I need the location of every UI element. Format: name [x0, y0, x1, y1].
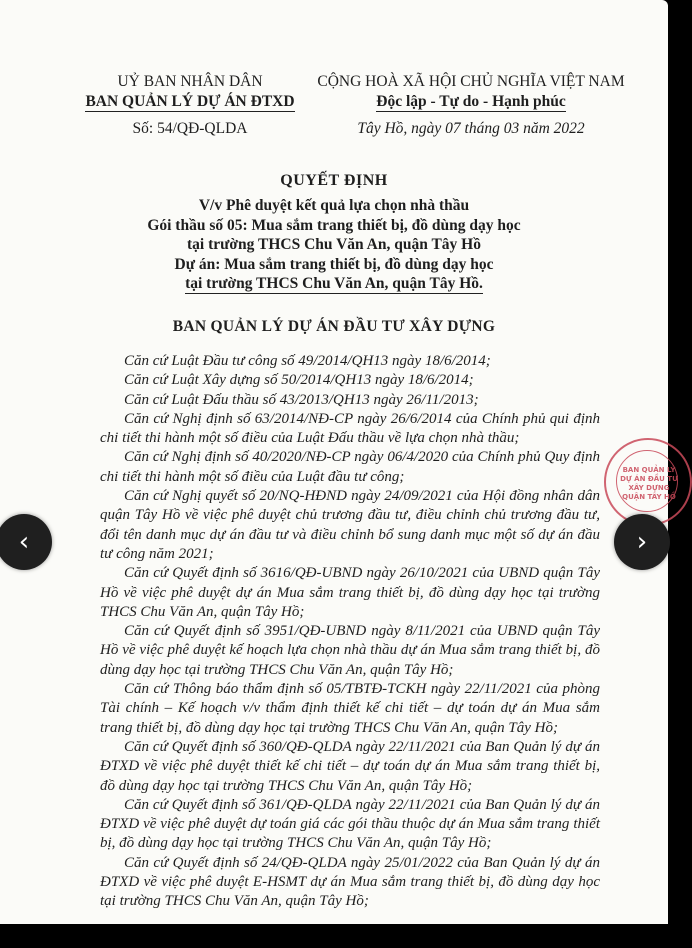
- agency-name: BAN QUẢN LÝ DỰ ÁN ĐTXD: [85, 93, 295, 110]
- national-header-block: [306, 72, 636, 139]
- country-name: CỘNG HOÀ XÃ HỘI CHỦ NGHĨA VIỆT NAM: [317, 73, 625, 90]
- issuing-agency-block: [80, 72, 300, 139]
- legal-basis-paragraph: Căn cứ Quyết định số 3616/QĐ-UBND ngày 26/10/2021 của UBND quận Tây Hồ về việc phê duyệt dự án Mua sắm trang thiết bị, đồ dùng dạy học tại trường THCS Chu Văn An, quận Tây Hồ;: [100, 565, 600, 620]
- legal-basis-paragraph: Căn cứ Nghị quyết số 20/NQ-HĐND ngày 24/09/2021 của Hội đồng nhân dân quận Tây Hồ về việc phê duyệt chủ trương đầu tư, điều chỉnh chủ trương đầu tư, đổi tên danh mục dự án đầu tư và điều chỉnh bổ sung danh mục một số dự án đầu tư công năm 2021;: [100, 488, 600, 562]
- legal-basis-paragraph: Căn cứ Quyết định số 360/QĐ-QLDA ngày 22/11/2021 của Ban Quản lý dự án ĐTXD về việc phê duyệt thiết kế chi tiết – dự toán dự án Mua sắm trang thiết bị, đồ dùng dạy học tại trường THCS Chu Văn An, quận Tây Hồ;: [100, 738, 600, 794]
- legal-basis-paragraph: Căn cứ Luật Đầu tư công số 49/2014/QH13 ngày 18/6/2014;: [124, 353, 491, 369]
- official-seal: [604, 438, 692, 526]
- decision-title: QUYẾT ĐỊNH: [280, 172, 388, 189]
- legal-basis-paragraph: Căn cứ Nghị định số 63/2014/NĐ-CP ngày 26/6/2014 của Chính phủ qui định chi tiết thi hành một số điều của Luật Đấu thầu về lựa chọn nhà thầu;: [100, 410, 600, 447]
- subject-line: tại trường THCS Chu Văn An, quận Tây Hồ.: [185, 275, 483, 292]
- board-title: BAN QUẢN LÝ DỰ ÁN ĐẦU TƯ XÂY DỰNG: [172, 318, 496, 335]
- legal-basis-paragraph: Căn cứ Thông báo thẩm định số 05/TBTĐ-TCKH ngày 22/11/2021 của phòng Tài chính – Kế hoạch v/v thẩm định thiết kế chi tiết – dự toán dự án Mua sắm trang thiết bị, đồ dùng dạy học tại trường THCS Chu Văn An, quận Tây Hồ;: [100, 681, 600, 736]
- legal-basis-paragraph: Căn cứ Quyết định số 3951/QĐ-UBND ngày 8/11/2021 của UBND quận Tây Hồ về việc phê duyệt kế hoạch lựa chọn nhà thầu dự án Mua sắm trang thiết bị, đồ dùng dạy học tại trường THCS Chu Văn An, quận Tây Hồ;: [100, 623, 600, 678]
- legal-basis-paragraph: Căn cứ Quyết định số 24/QĐ-QLDA ngày 25/01/2022 của Ban Quản lý dự án ĐTXD về việc phê duyệt E-HSMT dự án Mua sắm trang thiết bị, đồ dùng dạy học tại trường THCS Chu Văn An, quận Tây Hồ;: [100, 854, 600, 910]
- chevron-right-icon: ›: [636, 527, 648, 557]
- next-page-button[interactable]: [614, 514, 670, 570]
- subject-line: tại trường THCS Chu Văn An, quận Tây Hồ: [187, 236, 481, 253]
- legal-basis-paragraph: Căn cứ Luật Đấu thầu số 43/2013/QH13 ngày 26/11/2013;: [124, 391, 479, 408]
- viewer-bottom-bar: [0, 924, 680, 948]
- decision-subject: [0, 196, 668, 294]
- document-number: Số: 54/QĐ-QLDA: [132, 120, 248, 137]
- legal-basis-paragraph: Căn cứ Quyết định số 361/QĐ-QLDA ngày 22/11/2021 của Ban Quản lý dự án ĐTXD về việc phê duyệt dự toán giá các gói thầu thuộc dự án Mua sắm trang thiết bị, đồ dùng dạy học tại trường THCS Chu Văn An, quận Tây Hồ;: [100, 796, 600, 852]
- legal-basis-text: [100, 352, 600, 912]
- national-motto: Độc lập - Tự do - Hạnh phúc: [376, 93, 566, 110]
- legal-basis-paragraph: Căn cứ Nghị định số 40/2020/NĐ-CP ngày 06/4/2020 của Chính phủ Quy định chi tiết thi hành một số điều của Luật đầu tư công;: [100, 449, 600, 485]
- subject-line: Gói thầu số 05: Mua sắm trang thiết bị, đồ dùng dạy học: [147, 216, 521, 234]
- subject-line: V/v Phê duyệt kết quả lựa chọn nhà thầu: [198, 197, 470, 214]
- subject-line: Dự án: Mua sắm trang thiết bị, đồ dùng dạy học: [174, 255, 494, 273]
- agency-parent: UỶ BAN NHÂN DÂN: [117, 73, 263, 90]
- issue-date: Tây Hồ, ngày 07 tháng 03 năm 2022: [357, 120, 585, 137]
- chevron-left-icon: ‹: [18, 527, 30, 557]
- seal-text: BAN QUẢN LÝ DỰ ÁN ĐẦU TƯ XÂY DỰNG QUẬN TÂY HỒ: [620, 466, 678, 501]
- legal-basis-paragraph: Căn cứ Luật Xây dựng số 50/2014/QH13 ngày 18/6/2014;: [124, 372, 474, 389]
